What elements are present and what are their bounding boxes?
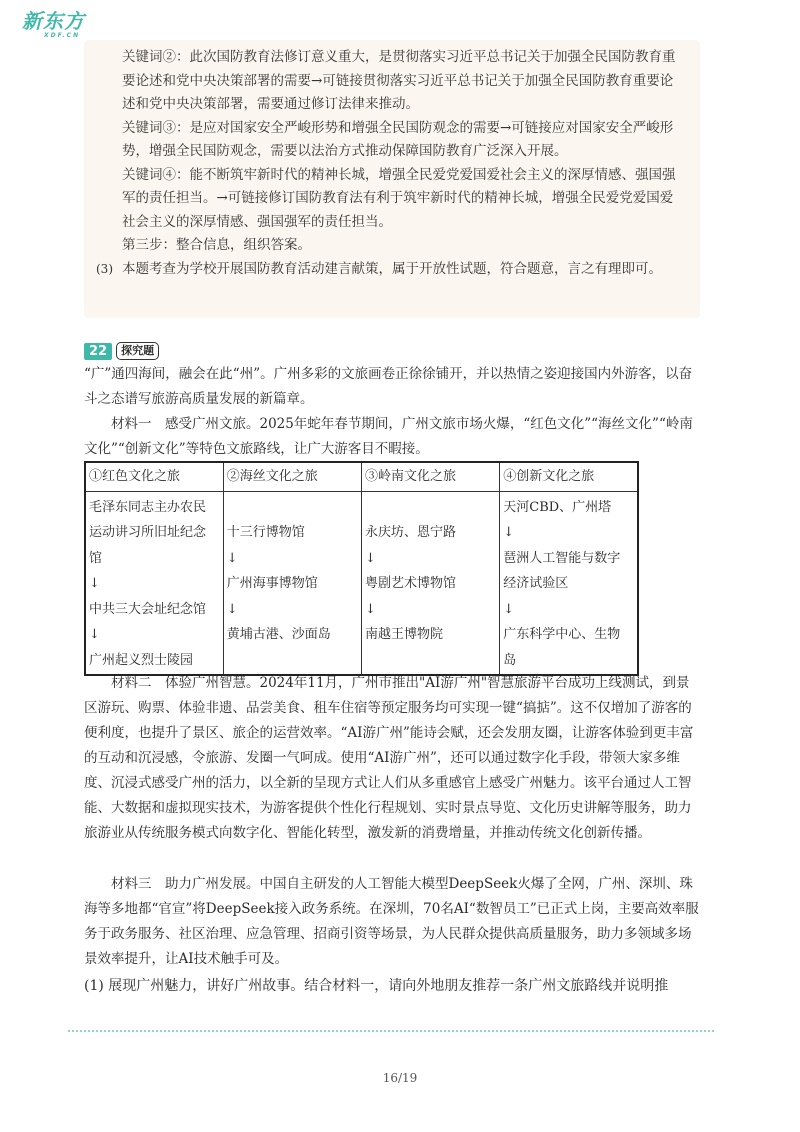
question-number-badge: 22 (84, 343, 112, 360)
arrow-down-icon: ↓ (365, 550, 376, 566)
route-line: 运动讲习所旧址纪念 (89, 525, 207, 540)
page-number: 16/19 (382, 1071, 418, 1085)
arrow-down-icon: ↓ (503, 525, 515, 540)
logo-subtext: XDF.CN (44, 32, 81, 39)
table-row (85, 491, 638, 675)
table-header-maritime: ②海丝文化之旅 (223, 462, 361, 491)
arrow-down-icon: ↓ (89, 576, 100, 591)
route-line: 十三行博物馆 (226, 525, 305, 540)
table-cell-maritime-route (223, 491, 361, 675)
route-line: 琶洲人工智能与数字 (503, 550, 621, 566)
arrow-down-icon: ↓ (365, 601, 376, 617)
answer-item-3-text: 本题考查为学校开展国防教育活动建言献策，属于开放性试题，符合题意，言之有理即可。 (122, 260, 662, 277)
route-spacer (227, 495, 358, 521)
route-line: 岛 (503, 652, 517, 668)
arrow-down-icon: ↓ (503, 601, 515, 617)
material-3 (84, 872, 700, 972)
route-line: 毛泽东同志主办农民 (89, 499, 207, 515)
logo-text: 新东方 (22, 9, 85, 33)
question-type-tag: 探究题 (116, 342, 159, 360)
route-line: 南越王博物院 (365, 627, 444, 642)
route-line: 中共三大会址纪念馆 (89, 601, 207, 617)
answer-item-3 (84, 258, 700, 282)
table-cell-innovation-route (500, 491, 638, 675)
route-spacer (365, 495, 496, 521)
answer-item-3-number: (3) (96, 261, 113, 276)
route-line: 永庆坊、恩宁路 (365, 525, 457, 540)
xdf-logo (22, 10, 85, 40)
route-line: 广州起义烈士陵园 (89, 652, 194, 668)
keyword-2-paragraph: 关键词②：此次国防教育法修订意义重大，是贯彻落实习近平总书记关于加强全民国防教育重要论述和党中央决策部署的需要→可链接贯彻落实习近平总书记关于加强全民国防教育重要论述和党中央决策部署，需要通过修订法律来推动。 (122, 49, 676, 112)
table-header-innovation: ④创新文化之旅 (500, 462, 638, 491)
material-2 (84, 671, 700, 846)
question-intro (84, 362, 700, 412)
intro-text: “广”通四海间，融会在此“州”。广州多彩的文旅画卷正徐徐铺开，并以热情之姿迎接国内外游客，以奋斗之态谱写旅游高质量发展的新篇章。 (84, 366, 693, 407)
route-line: 馆 (89, 550, 103, 566)
table-cell-lingnan-route (362, 491, 500, 675)
table-header-row (85, 462, 638, 491)
step-3-paragraph: 第三步：整合信息，组织答案。 (122, 237, 311, 253)
sub-question-1 (84, 973, 700, 999)
keyword-4-paragraph: 关键词④：能不断筑牢新时代的精神长城，增强全民爱党爱国爱社会主义的深厚情感、强国强军的责任担当。→可链接修订国防教育法有利于筑牢新时代的精神长城，增强全民爱党爱国爱社会主义的深厚情感、强国强军的责任担当。 (122, 166, 676, 230)
route-line: 广东科学中心、生物 (503, 627, 621, 642)
route-line: 粤剧艺术博物馆 (365, 576, 457, 591)
material-1 (84, 412, 700, 462)
arrow-down-icon: ↓ (226, 550, 238, 566)
table-cell-red-route (85, 491, 223, 675)
table-header-lingnan: ③岭南文化之旅 (362, 462, 500, 491)
material-3-text: 材料三 助力广州发展。中国自主研发的人工智能大模型DeepSeek火爆了全网，广州、深圳、珠海等多地都“官宣”将DeepSeek接入政务系统。在深圳，70名AI“数智员工”已正式上岗，主要高效率服务于政务服务、社区治理、应急管理、招商引资等场景，为人民群众提供高质量服务，助力多领域多场景效率提升，让AI技术触手可及。 (84, 876, 699, 967)
material-1-text: 材料一 感受广州文旅。2025年蛇年春节期间，广州文旅市场火爆，“红色文化”“海丝文化”“岭南文化”“创新文化”等特色文旅路线，让广大游客目不暇接。 (84, 416, 693, 457)
arrow-down-icon: ↓ (226, 601, 238, 617)
culture-routes-table (84, 461, 639, 676)
keyword-3-paragraph: 关键词③：是应对国家安全严峻形势和增强全民国防观念的需要→可链接应对国家安全严峻形势，增强全民国防观念，需要以法治方式推动保障国防教育广泛深入开展。 (122, 119, 674, 159)
route-line: 广州海事博物馆 (226, 576, 318, 591)
sub-question-1-text: (1) 展现广州魅力，讲好广州故事。结合材料一，请向外地朋友推荐一条广州文旅路线并说明推 (84, 978, 669, 994)
arrow-down-icon: ↓ (89, 627, 100, 642)
answer-explanation-box (84, 40, 700, 318)
route-line: 天河CBD、广州塔 (503, 499, 612, 515)
material-2-text: 材料二 体验广州智慧。2024年11月，广州市推出"AI游广州"智慧旅游平台成功上线测试，到景区游玩、购票、体验非遗、品尝美食、租车住宿等预定服务均可实现一键“搞掂”。这不仅增加了游客的便利度，也提升了景区、旅企的运营效率。“AI游广州”能诗会赋，还会发朋友圈，让游客体验到更丰富的互动和沉浸感，令旅游、发圈一气呵成。使用“AI游广州”，还可以通过数字化手段，带领大家多维度、沉浸式感受广州的活力，以全新的呈现方式让人们从多重感官上感受广州魅力。该平台通过人工智能、大数据和虚拟现实技术，为游客提供个性化行程规划、实时景点导览、文化历史讲解等服务，助力旅游业从传统服务模式向数字化、智能化转型，激发新的消费增量，并推动传统文化创新传播。 (84, 675, 694, 841)
table-header-red: ①红色文化之旅 (85, 462, 223, 491)
question-header (84, 342, 159, 360)
route-line: 经济试验区 (503, 576, 569, 591)
dotted-divider (68, 1030, 714, 1034)
route-line: 黄埔古港、沙面岛 (226, 627, 331, 642)
